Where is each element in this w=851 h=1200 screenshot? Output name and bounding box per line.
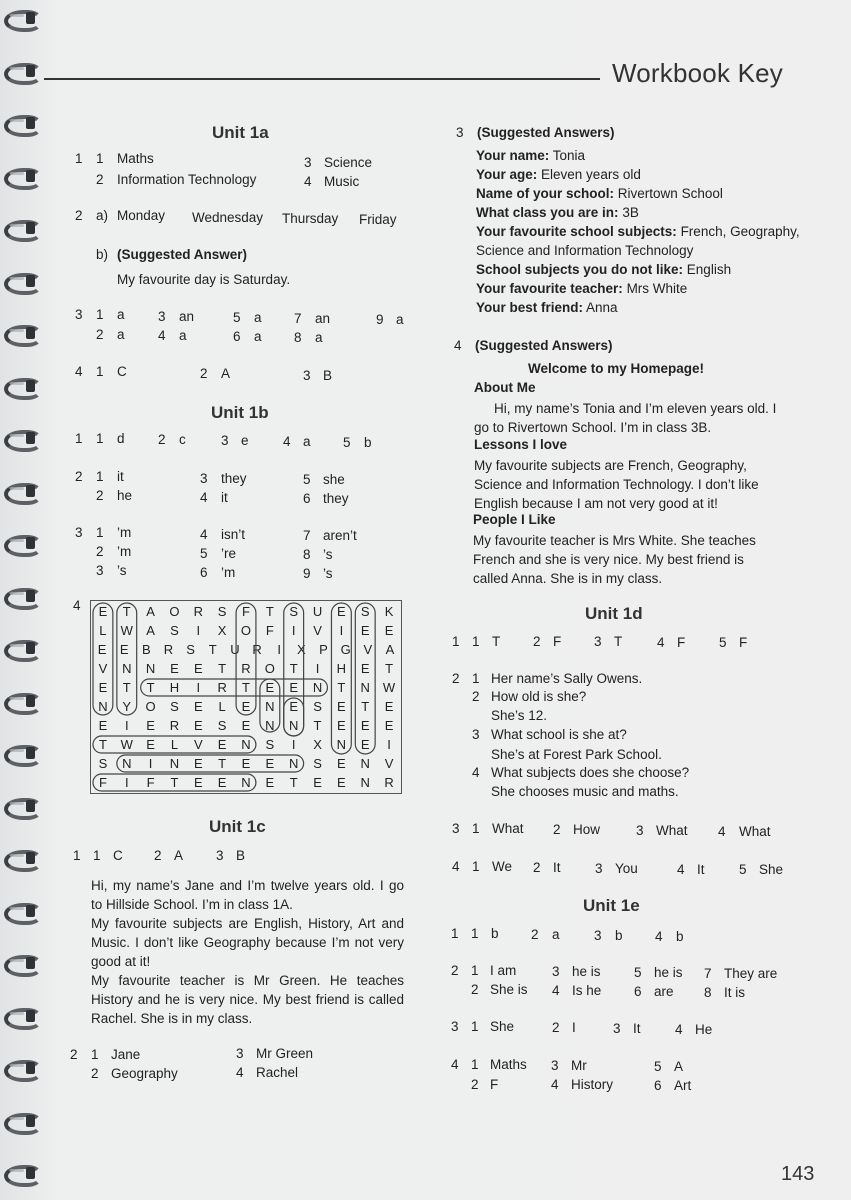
wordsearch-letter: L [170, 737, 179, 752]
wordsearch-letter: E [337, 699, 346, 714]
wordsearch-letter: O [169, 604, 180, 619]
wordsearch-letter: O [145, 699, 156, 714]
wordsearch-letter: E [313, 775, 322, 790]
dialogue-line: She chooses music and maths. [491, 784, 679, 799]
wordsearch-letter: N [122, 661, 132, 676]
wordsearch-grid [90, 600, 402, 794]
wordsearch-letter: X [297, 642, 306, 657]
unit-1a-heading: Unit 1a [212, 123, 269, 142]
word-circle [93, 603, 113, 715]
page-title: Workbook Key [612, 58, 783, 88]
wordsearch-letter: T [361, 699, 370, 714]
wordsearch-letter: N [145, 661, 156, 676]
wordsearch-letter: I [196, 680, 201, 695]
wordsearch-letter: T [122, 604, 131, 619]
wordsearch-letter: T [242, 680, 250, 695]
unit-1b-exercise-4-number: 4 [73, 598, 81, 613]
paragraph-line: Hi, my name’s Jane and I’m twelve years old. I go [91, 878, 404, 893]
binding-ring [4, 6, 40, 32]
wordsearch-letter: E [146, 718, 155, 733]
word-circle [117, 755, 304, 772]
wordsearch-letter: T [289, 661, 298, 676]
paragraph-line: My favourite subjects are English, History, Art and [91, 916, 404, 931]
wordsearch-letter: E [384, 718, 394, 733]
wordsearch-letter: S [98, 756, 108, 771]
binding-ring [4, 1004, 40, 1030]
word-circle [117, 603, 137, 715]
wordsearch-letter: O [264, 661, 275, 676]
wordsearch-letter: S [217, 604, 227, 619]
binding-ring [4, 741, 40, 767]
wordsearch-letter: E [193, 661, 203, 676]
wordsearch-letter: S [170, 623, 179, 638]
info-line: Your name: Tonia [476, 148, 586, 163]
word-circle [93, 774, 256, 791]
word-circle [284, 603, 304, 736]
wordsearch-letter: I [148, 756, 153, 771]
wordsearch-letter: E [265, 775, 275, 790]
binding-ring [4, 269, 40, 295]
wordsearch-letter: E [241, 699, 251, 714]
wordsearch-letter: V [98, 661, 108, 676]
wordsearch-letter: E [193, 718, 203, 733]
wordsearch-letter: V [313, 623, 322, 638]
wordsearch-letter: E [265, 680, 275, 695]
wordsearch-letter: R [241, 661, 251, 676]
wordsearch-letter: E [360, 718, 370, 733]
wordsearch-letter: T [170, 775, 179, 790]
info-line: Science and Information Technology [476, 243, 694, 258]
wordsearch-letter: N [312, 680, 323, 695]
wordsearch-letter: W [120, 623, 133, 638]
wordsearch-letter: V [384, 756, 394, 771]
unit-1c-paragraph [91, 876, 404, 1028]
wordsearch-letter: E [360, 661, 370, 676]
binding-ring [4, 1056, 40, 1082]
wordsearch-letter: I [315, 661, 320, 676]
about-me-heading: About Me [474, 380, 536, 395]
lessons-text: My favourite subjects are French, Geography, Science and Information Technology. I don’t like English because I am not very good at it! [474, 458, 759, 511]
binding-ring [4, 1161, 40, 1187]
info-line: Your favourite teacher: Mrs White [476, 281, 688, 296]
unit-1b-heading: Unit 1b [211, 403, 269, 422]
wordsearch-letter: T [122, 680, 131, 695]
wordsearch-letter: R [193, 604, 203, 619]
wordsearch-letter: E [265, 756, 275, 771]
wordsearch-letter: E [337, 604, 346, 619]
paragraph-line: good at it! [91, 954, 151, 969]
wordsearch-letter: K [384, 604, 394, 619]
wordsearch-letter: V [193, 737, 203, 752]
wordsearch-letter: N [122, 756, 132, 771]
wordsearch-letter: N [288, 756, 299, 771]
wordsearch-letter: I [291, 623, 296, 638]
binding-ring [4, 846, 40, 872]
wordsearch-letter: T [218, 756, 227, 771]
wordsearch-letter: S [170, 699, 179, 714]
wordsearch-letter: E [360, 623, 370, 638]
wordsearch-letter: T [337, 680, 346, 695]
binding-ring [4, 164, 40, 190]
wordsearch-letter: E [193, 699, 203, 714]
binding-ring [4, 479, 40, 505]
wordsearch-letter: G [340, 642, 351, 657]
people-text: My favourite teacher is Mrs White. She teaches French and she is very nice. My best friend is called Anna. She is in my class. [473, 533, 756, 586]
lessons-heading: Lessons I love [474, 437, 568, 452]
binding-ring [4, 216, 40, 242]
word-circle [236, 603, 256, 715]
binding-ring [4, 374, 40, 400]
wordsearch-letter: O [240, 623, 252, 638]
info-line: Your favourite school subjects: French, Geography, [476, 224, 800, 239]
wordsearch-letter: N [241, 737, 251, 752]
wordsearch-letter: T [208, 642, 217, 657]
wordsearch-letter: R [384, 775, 394, 790]
wordsearch-letter: F [265, 623, 274, 638]
wordsearch-letter: H [336, 661, 347, 676]
wordsearch-letter: E [170, 661, 179, 676]
wordsearch-letter: U [312, 604, 323, 619]
wordsearch-letter: T [289, 775, 298, 790]
unit-1c-heading: Unit 1c [209, 817, 266, 836]
wordsearch-letter: N [360, 680, 370, 695]
wordsearch-letter: S [265, 737, 275, 752]
wordsearch-letter: N [360, 756, 370, 771]
wordsearch-letter: F [146, 775, 155, 790]
dialogue-line: What school is she at? [491, 727, 627, 742]
info-line: School subjects you do not like: English [476, 262, 732, 277]
word-circle [260, 679, 280, 732]
wordsearch-letter: E [384, 699, 394, 714]
wordsearch-letter: I [196, 623, 201, 638]
wordsearch-letter: T [313, 718, 322, 733]
header-rule [44, 78, 600, 80]
dialogue-line: How old is she? [491, 689, 587, 704]
wordsearch-letter: R [163, 642, 174, 657]
info-line: Your age: Eleven years old [476, 167, 641, 182]
wordsearch-letter: E [289, 680, 299, 695]
wordsearch-letter: T [265, 604, 274, 619]
wordsearch-letter: T [385, 661, 394, 676]
wordsearch-letter: A [146, 604, 155, 619]
paragraph-line: to Hillside School. I’m in class 1A. [91, 897, 293, 912]
info-line: What class you are in: 3B [476, 205, 639, 220]
binding-ring [4, 899, 40, 925]
wordsearch-letter: S [313, 699, 322, 714]
wordsearch-letter: E [337, 775, 346, 790]
wordsearch-letter: R [169, 718, 180, 733]
wordsearch-letter: V [363, 642, 373, 657]
about-me-text: Hi, my name’s Tonia and I’m eleven years old. I go to Rivertown School. I’m in class 3B. [474, 401, 777, 435]
wordsearch-letter: E [98, 604, 108, 619]
homepage-title: Welcome to my Homepage! [528, 361, 705, 376]
wordsearch-letter: N [265, 699, 275, 714]
wordsearch-letter: W [120, 737, 133, 752]
wordsearch-letter: E [193, 756, 203, 771]
people-heading: People I Like [473, 512, 556, 527]
wordsearch-letter: I [124, 775, 129, 790]
binding-ring [4, 689, 40, 715]
binding-ring [4, 584, 40, 610]
word-circle [355, 603, 375, 754]
binding-ring [4, 531, 40, 557]
wordsearch-letter: R [217, 680, 227, 695]
dialogue-line: She’s 12. [491, 708, 548, 723]
binding-ring [4, 59, 40, 85]
wordsearch-letter: E [289, 699, 299, 714]
wordsearch-letter: L [99, 623, 107, 638]
wordsearch-letter: U [230, 642, 240, 657]
wordsearch-letter: P [319, 642, 328, 657]
wordsearch-letter: Y [122, 699, 132, 714]
wordsearch-letter: N [265, 718, 275, 733]
binding-ring [4, 636, 40, 662]
wordsearch-letter: I [387, 737, 391, 752]
wordsearch-letter: L [218, 699, 226, 714]
wordsearch-letter: E [97, 642, 107, 657]
wordsearch-letter: S [186, 642, 195, 657]
dialogue-line: What subjects does she choose? [491, 765, 690, 780]
paragraph-line: Rachel. She is in my class. [91, 1011, 253, 1026]
word-circle [141, 679, 328, 696]
wordsearch-letter: E [337, 718, 346, 733]
binding-ring [4, 321, 40, 347]
wordsearch-letter: B [142, 642, 151, 657]
wordsearch-letter: E [98, 680, 108, 695]
wordsearch-letter: E [217, 737, 227, 752]
wordsearch-letter: R [252, 642, 262, 657]
binding-ring [4, 1109, 40, 1135]
wordsearch-letter: I [291, 737, 296, 752]
binding-ring [4, 426, 40, 452]
info-line: Name of your school: Rivertown School [476, 186, 723, 201]
binding-ring [4, 111, 40, 137]
spiral-binding [0, 0, 42, 1200]
wordsearch-letter: S [289, 604, 299, 619]
wordsearch-letter: S [360, 604, 370, 619]
wordsearch-circles [91, 601, 401, 793]
wordsearch-letter: N [336, 737, 347, 752]
binding-ring [4, 794, 40, 820]
page-number: 143 [781, 1163, 815, 1185]
wordsearch-letter: N [241, 775, 251, 790]
word-circle [331, 603, 351, 754]
wordsearch-letter: W [382, 680, 396, 695]
dialogue-line: She’s at Forest Park School. [491, 747, 662, 762]
wordsearch-letter: A [146, 623, 155, 638]
unit-1d-heading: Unit 1d [585, 604, 643, 623]
dialogue-line: Her name’s Sally Owens. [491, 671, 643, 686]
wordsearch-letter: T [98, 737, 107, 752]
info-line: Your best friend: Anna [476, 300, 618, 315]
wordsearch-letter: E [360, 737, 370, 752]
wordsearch-letter: N [360, 775, 370, 790]
binding-ring [4, 951, 40, 977]
wordsearch-letter: E [384, 623, 394, 638]
wordsearch-letter: E [241, 718, 251, 733]
wordsearch-letter: E [193, 775, 203, 790]
word-circle [284, 698, 304, 736]
word-circle [93, 736, 256, 753]
wordsearch-letter: E [217, 775, 227, 790]
unit-1e-heading: Unit 1e [583, 896, 640, 915]
wordsearch-letter: X [217, 623, 227, 638]
wordsearch-letter: S [313, 756, 322, 771]
wordsearch-letter: F [98, 775, 107, 790]
wordsearch-letter: I [277, 642, 282, 657]
wordsearch-letter: T [218, 661, 227, 676]
wordsearch-letter: T [146, 680, 155, 695]
workbook-page: Workbook Key Unit 1a 1 1 Maths 2 Information Technology 3 Science 4 Music 2 a) Monday Wednesday Thursday Friday b) (Suggested Answer) My favourite day is Saturday. 3 1 a 3 an 5 a 7 an 9 a 2 a 4 a 6 a 8 a 4 1 C 2 A 3 B Unit 1b 1 1 d 2 c 3 e 4 a 5 b 2 1 it 2 he 3 they 4 it 5 she 6 they 3 1 ’m 2 ’m 3 ’s 4 isn’t 5 ’re 6 ’m 7 aren’t 8 ’s 9 ’s 4 E T A O R S F T S U E S K L W A S I X O F I V I E E E E B R S T U R I X P G V A V N N E E T R O T I H E T E T T H I R T E E N T N W N Y O S E L E N E S E T E E I E R E S E N N T E E E T W E L V E N S I X N E I S N I N E T E E N S E N V F I F T E E N E T E E N R Unit 1c 1 1 C 2 A 3 B Hi, my name’s Jane and I’m twelve years old. I go to Hillside School. I’m in class 1A. My favourite subjects are English, History, Art and Music. I don’t like Geography because I’m not very good at it! My favourite teacher is Mr Green. He teaches History and he is very nice. My best friend is called Rachel. She is in my class. 2 1 Jane 2 Geography 3 Mr Green 4 Rachel 3 (Suggested Answers) Your name: Tonia Your age: Eleven years old Name of your school: Rivertown School What class you are in: 3B Your favourite school subjects: French, Geography, Science and Information Technology School subjects you do not like: English Your favourite teacher: Mrs White Your best friend: Anna 4 (Suggested Answers) Welcome to my Homepage! About Me Hi, my name’s Tonia and I’m eleven years old. I go to Rivertown School. I’m in class 3B. Lessons I love My favourite subjects are French, Geography, Science and Information Technology. I don’t like English because I am not very good at it! People I Like My favourite teacher is Mrs White. She teaches French and she is very nice. My best friend is called Anna. She is in my class. Unit 1d 1 1 T 2 F 3 T 4 F 5 F 2 1 Her name’s Sally Owens. 2 How old is she? She’s 12. 3 What school is she at? She’s at Forest Park School. 4 What subjects does she choose? She chooses music and maths. 3 1 What 2 How 3 What 4 What 4 1 We 2 It 3 You 4 It 5 She Unit 1e 1 1 b 2 a 3 b 4 b 2 1 I am 2 She is 3 he is 4 Is he 5 he is 6 are 7 They are 8 It is 3 1 She 2 I 3 It 4 He 4 1 Maths 2 F 3 Mr 4 History 5 A 6 Art 143 [0, 0, 851, 1200]
wordsearch-letter: I [339, 623, 344, 638]
wordsearch-letter: N [288, 718, 299, 733]
wordsearch-letter: E [119, 642, 129, 657]
wordsearch-letter: E [241, 756, 251, 771]
paragraph-line: My favourite teacher is Mr Green. He teaches [91, 973, 404, 988]
wordsearch-letter: H [169, 680, 180, 695]
paragraph-line: Music. I don’t like Geography because I’m not very [91, 935, 404, 950]
wordsearch-letter: N [98, 699, 108, 714]
wordsearch-letter: E [337, 756, 346, 771]
wordsearch-letter: A [385, 642, 395, 657]
paragraph-line: History and he is very nice. My best friend is called [91, 992, 404, 1007]
wordsearch-letter: N [169, 756, 180, 771]
wordsearch-letter: X [313, 737, 322, 752]
wordsearch-letter: F [242, 604, 250, 619]
wordsearch-letter: E [146, 737, 155, 752]
wordsearch-letter: E [98, 718, 108, 733]
wordsearch-letter: I [124, 718, 129, 733]
wordsearch-letter: S [217, 718, 227, 733]
